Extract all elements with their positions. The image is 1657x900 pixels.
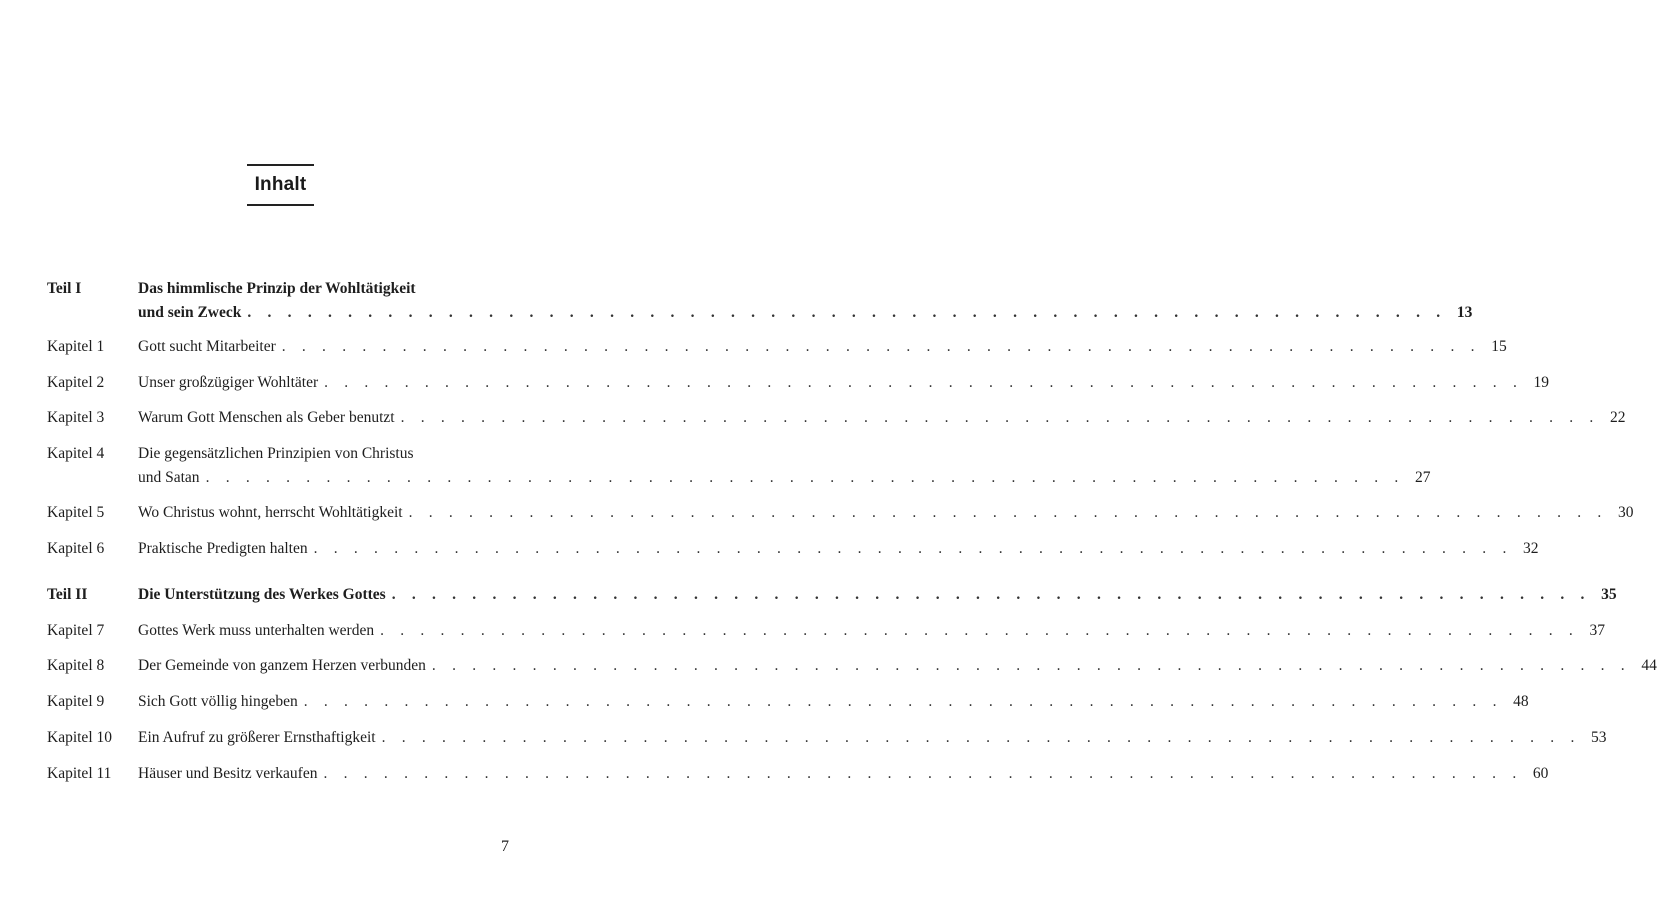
dot-leader: . . . . . . . . . . . . . . . . . . . . . . . . . . . . . . . . . . . . . . . . . . . . . . . . . . . . . . . . . . . .: [408, 504, 1608, 521]
toc-entry-page: 27: [1415, 469, 1431, 486]
toc-title-text: Ein Aufruf zu größerer Ernsthaftigkeit: [138, 729, 376, 746]
toc-heading-box: [247, 164, 314, 206]
toc-entry-page: 37: [1589, 622, 1606, 639]
toc-entry-title: [138, 501, 1634, 525]
toc-title-line: [138, 537, 1539, 561]
dot-leader: . . . . . . . . . . . . . . . . . . . . . . . . . . . . . . . . . . . . . . . . . . . . . . . . . . . . . . . . . . . .: [205, 469, 1405, 486]
toc-entry-label: Teil I: [47, 280, 82, 297]
toc-entry-page: 48: [1513, 693, 1529, 710]
toc-title-text: Häuser und Besitz verkaufen: [138, 765, 318, 782]
toc-title-line: [138, 335, 1507, 359]
page-number: 7: [501, 838, 509, 855]
toc-title-text: Der Gemeinde von ganzem Herzen verbunden: [138, 657, 426, 674]
dot-leader: . . . . . . . . . . . . . . . . . . . . . . . . . . . . . . . . . . . . . . . . . . . . . . . . . . . . . . . . . . . .: [303, 693, 1503, 710]
toc-title-line: [138, 371, 1550, 395]
toc-title-line: [138, 762, 1549, 786]
dot-leader: . . . . . . . . . . . . . . . . . . . . . . . . . . . . . . . . . . . . . . . . . . . . . . . . . . . . . . . . . . . .: [391, 586, 1591, 603]
dot-leader: . . . . . . . . . . . . . . . . . . . . . . . . . . . . . . . . . . . . . . . . . . . . . . . . . . . . . . . . . . . .: [247, 304, 1447, 321]
page-title: Inhalt: [254, 174, 307, 195]
toc-title-text: Gott sucht Mitarbeiter: [138, 338, 276, 355]
toc-entry-label: Kapitel 9: [47, 693, 105, 710]
toc-entry-label: Kapitel 7: [47, 622, 105, 639]
toc-title-text: und sein Zweck: [138, 304, 242, 321]
toc-entry-label: Kapitel 6: [47, 540, 105, 557]
toc-title-text: Sich Gott völlig hingeben: [138, 693, 298, 710]
toc-entry-page: 32: [1523, 540, 1539, 557]
toc-entry-label: Teil II: [47, 586, 88, 603]
toc-title-line: [138, 301, 1473, 325]
toc-entry-title: [138, 277, 1473, 325]
toc-entry-title: [138, 442, 1431, 490]
toc-title-text: Unser großzügiger Wohltäter: [138, 374, 319, 391]
toc-title-line: [138, 583, 1617, 607]
toc-entry-page: 30: [1618, 504, 1634, 521]
toc-title-text: und Satan: [138, 469, 200, 486]
dot-leader: . . . . . . . . . . . . . . . . . . . . . . . . . . . . . . . . . . . . . . . . . . . . . . . . . . . . . . . . . . . .: [324, 374, 1524, 391]
dot-leader: . . . . . . . . . . . . . . . . . . . . . . . . . . . . . . . . . . . . . . . . . . . . . . . . . . . . . . . . . . . .: [281, 338, 1481, 355]
toc-entry-label: Kapitel 4: [47, 445, 105, 462]
toc-title-text: Praktische Predigten halten: [138, 540, 308, 557]
toc-entry-label: Kapitel 2: [47, 374, 105, 391]
toc-entry-title: [138, 762, 1549, 786]
toc-title-text: Die gegensätzlichen Prinzipien von Christus: [138, 445, 414, 462]
toc-entry-label: Kapitel 8: [47, 657, 105, 674]
dot-leader: . . . . . . . . . . . . . . . . . . . . . . . . . . . . . . . . . . . . . . . . . . . . . . . . . . . . . . . . . . . .: [431, 657, 1631, 674]
toc-entry-title: [138, 583, 1617, 607]
dot-leader: . . . . . . . . . . . . . . . . . . . . . . . . . . . . . . . . . . . . . . . . . . . . . . . . . . . . . . . . . . . .: [313, 540, 1513, 557]
toc-title-line: [138, 277, 512, 301]
toc-entry-page: 60: [1532, 765, 1549, 782]
dot-leader: . . . . . . . . . . . . . . . . . . . . . . . . . . . . . . . . . . . . . . . . . . . . . . . . . . . . . . . . . . . .: [323, 765, 1523, 782]
toc-entry-page: 35: [1601, 586, 1617, 603]
toc-entry-title: [138, 654, 1657, 678]
toc-entry-page: 44: [1641, 657, 1657, 674]
toc-entry-page: 13: [1456, 304, 1473, 321]
toc-title-text: Gottes Werk muss unterhalten werden: [138, 622, 375, 639]
toc-entry-title: [138, 537, 1539, 561]
toc-entry-label: Kapitel 10: [47, 729, 112, 746]
toc-title-line: [138, 406, 1626, 430]
toc-entry-label: Kapitel 1: [47, 338, 105, 355]
toc-title-line: [138, 726, 1607, 750]
toc-entry-title: [138, 690, 1529, 714]
toc-entry-title: [138, 335, 1507, 359]
toc-entry-page: 19: [1533, 374, 1550, 391]
toc-title-text: Das himmlische Prinzip der Wohltätigkeit: [138, 280, 416, 297]
toc-entry-label: Kapitel 3: [47, 409, 105, 426]
toc-entry-label: Kapitel 11: [47, 765, 112, 782]
toc-title-text: Wo Christus wohnt, herrscht Wohltätigkeit: [138, 504, 403, 521]
toc-title-line: [138, 501, 1634, 525]
toc-title-line: [138, 690, 1529, 714]
toc-title-text: Warum Gott Menschen als Geber benutzt: [138, 409, 395, 426]
toc-entry-page: 15: [1491, 338, 1507, 355]
toc-entry-title: [138, 726, 1607, 750]
toc-title-line: [138, 442, 512, 466]
toc-entry-title: [138, 371, 1550, 395]
toc-title-text: Die Unterstützung des Werkes Gottes: [138, 586, 386, 603]
toc-title-line: [138, 654, 1657, 678]
toc-entry-title: [138, 406, 1626, 430]
dot-leader: . . . . . . . . . . . . . . . . . . . . . . . . . . . . . . . . . . . . . . . . . . . . . . . . . . . . . . . . . . . .: [380, 622, 1580, 639]
toc-entry-page: 53: [1591, 729, 1607, 746]
toc-title-line: [138, 619, 1606, 643]
toc-entry-label: Kapitel 5: [47, 504, 105, 521]
toc-entry-title: [138, 619, 1606, 643]
toc-title-line: [138, 466, 1431, 490]
dot-leader: . . . . . . . . . . . . . . . . . . . . . . . . . . . . . . . . . . . . . . . . . . . . . . . . . . . . . . . . . . . .: [400, 409, 1600, 426]
dot-leader: . . . . . . . . . . . . . . . . . . . . . . . . . . . . . . . . . . . . . . . . . . . . . . . . . . . . . . . . . . . .: [381, 729, 1581, 746]
toc-entry-page: 22: [1610, 409, 1626, 426]
